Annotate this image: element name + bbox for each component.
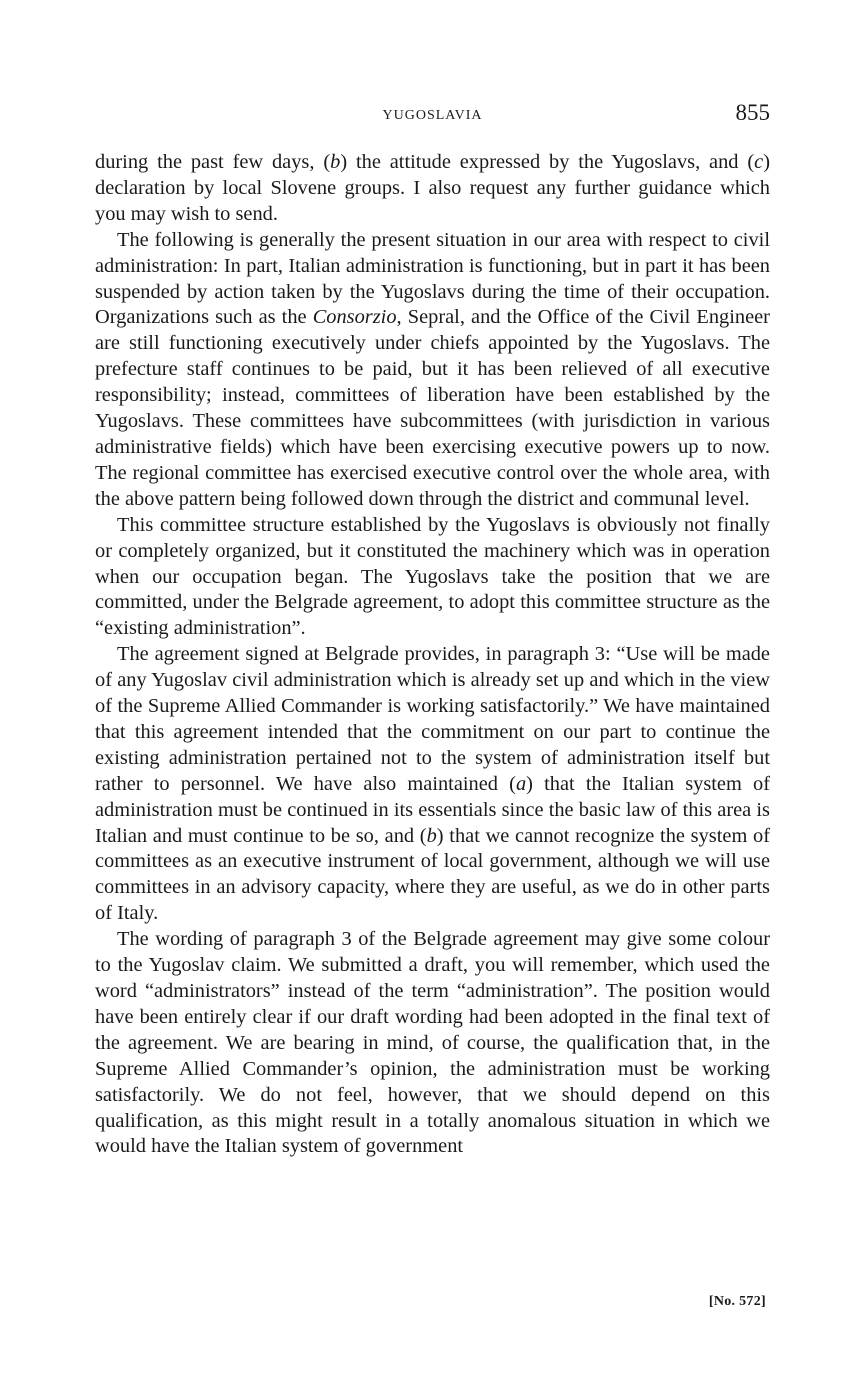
text-run: The wording of paragraph 3 of the Belgrade agreement may give some colour to the Yugoslav claim. We submitted a draft, you will remember, which used the word “administrators” instead of the term “administration”. The position would have been entirely clear if our draft wording had been adopted in the final text of the agreement. We are bearing in mind, of course, the qualification that, in the Supreme Allied Commander’s opinion, the administration must be working satisfactorily. We do not feel, however, that we should depend on this qualification, as this might result in a totally anomalous situation in which we would have the Italian system of government [95, 928, 770, 1158]
italic-text: c [754, 151, 764, 173]
italic-text: b [426, 824, 437, 847]
italic-text: b [330, 151, 341, 173]
text-run: ) that the Italian system of administration must be continued in its essentials since the basic law of this area is Italian and must continue to be so, and ( [95, 772, 770, 847]
running-head: YUGOSLAVIA [382, 108, 483, 123]
paragraph [95, 150, 770, 228]
document-number: [No. 572] [708, 1294, 766, 1309]
italic-text: a [515, 772, 527, 795]
italic-text: Consorzio [312, 306, 397, 329]
paragraph [95, 228, 770, 513]
text-run: This committee structure established by the Yugoslavs is obviously not finally or completely organized, but it constituted the machinery which was in operation when our occupation began. The Yugoslavs take the position that we are committed, under the Belgrade agreement, to adopt this committee structure as the “existing administration”. [95, 513, 770, 640]
text-run: ) declaration by local Slovene groups. I also request any further guidance which you may wish to send. [95, 151, 771, 225]
paragraph [95, 927, 770, 1160]
text-run: ) that we cannot recognize the system of committees as an executive instrument of local government, although we will use committees in an advisory capacity, where they are useful, as we do in other parts of Italy. [95, 824, 770, 925]
page-header [95, 100, 770, 132]
page-number: 855 [735, 100, 770, 125]
text-run: during the past few days, ( [95, 151, 331, 173]
text-run: , Sepral, and the Office of the Civil Engineer are still functioning executively under chiefs appointed by the Yugoslavs. The prefecture staff continues to be paid, but it has been relieved of all executive responsibility; instead, committees of liberation have been established by the Yugoslavs. These committees have subcommittees (with jurisdiction in various administrative fields) which have been exercising executive powers up to now. The regional committee has exercised executive control over the whole area, with the above pattern being followed down through the district and communal level. [95, 306, 770, 510]
text-run: The following is generally the present situation in our area with respect to civil administration: In part, Italian administration is functioning, but in part it has been suspended by action taken by the Yugoslavs during the time of their occupation. Organizations such as the [95, 228, 770, 329]
text-run: ) the attitude expressed by the Yugoslavs, and ( [340, 151, 755, 173]
paragraph [95, 642, 770, 927]
text-run: The agreement signed at Belgrade provides, in paragraph 3: “Use will be made of any Yugoslav civil administration which is already set up and which in the view of the Supreme Allied Commander is working satisfactorily.” We have maintained that this agreement intended that the commitment on our part to continue the existing administration pertained not to the system of administration itself but rather to personnel. We have also maintained ( [95, 643, 770, 795]
document-body [95, 150, 770, 1160]
paragraph [95, 513, 770, 643]
